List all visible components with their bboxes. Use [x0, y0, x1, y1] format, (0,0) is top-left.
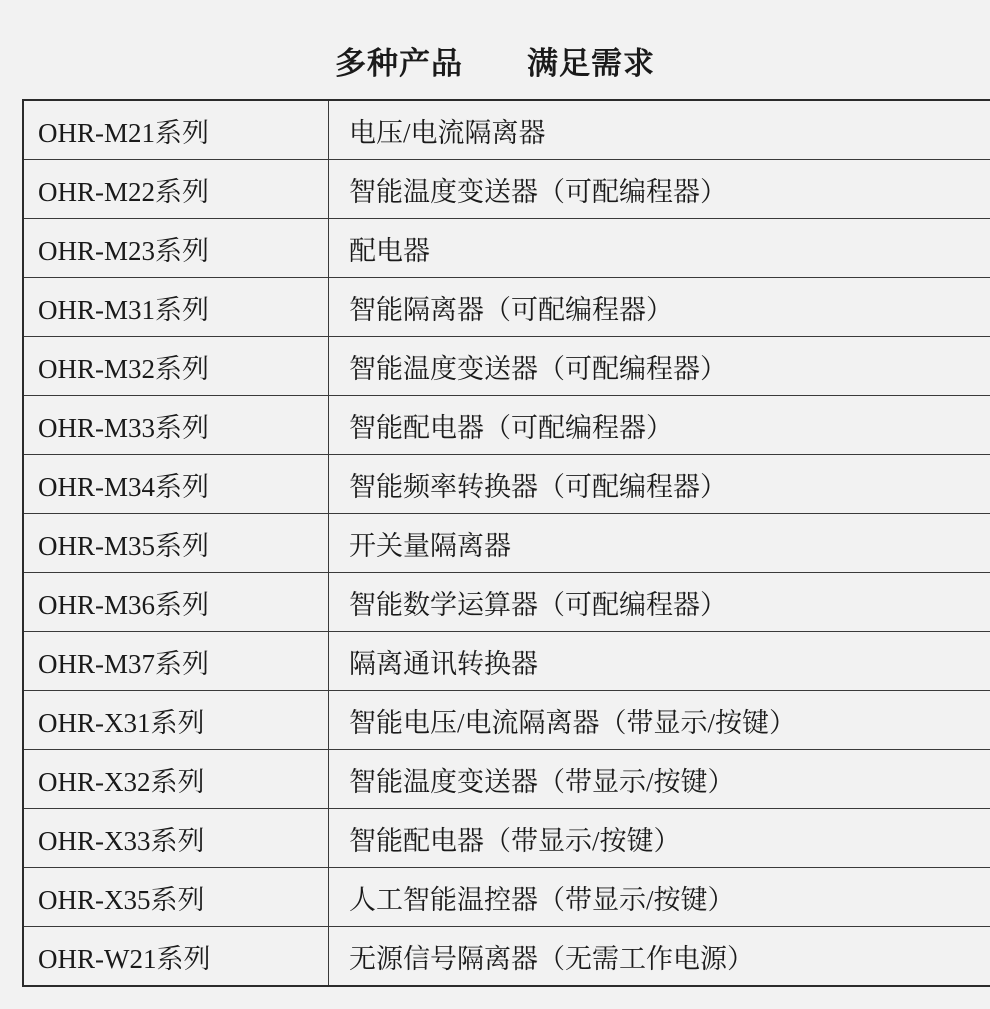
table-row: [23, 455, 990, 514]
product-model: OHR-M33系列: [23, 396, 329, 455]
table-row: [23, 573, 990, 632]
product-description: 智能温度变送器（可配编程器）: [329, 160, 990, 219]
product-description: 隔离通讯转换器: [329, 632, 990, 691]
product-model: OHR-M36系列: [23, 573, 329, 632]
product-model: OHR-M31系列: [23, 278, 329, 337]
product-model: OHR-M37系列: [23, 632, 329, 691]
product-description: 电压/电流隔离器: [329, 100, 990, 160]
product-model: OHR-X31系列: [23, 691, 329, 750]
product-description: 智能数学运算器（可配编程器）: [329, 573, 990, 632]
product-description: 智能电压/电流隔离器（带显示/按键）: [329, 691, 990, 750]
table-row: [23, 750, 990, 809]
table-row: [23, 160, 990, 219]
table-row: [23, 278, 990, 337]
product-description: 智能配电器（带显示/按键）: [329, 809, 990, 868]
product-model: OHR-X32系列: [23, 750, 329, 809]
table-row: [23, 691, 990, 750]
table-row: [23, 396, 990, 455]
table-row: [23, 809, 990, 868]
product-table: [22, 99, 990, 987]
table-row: [23, 100, 990, 160]
product-description: 智能配电器（可配编程器）: [329, 396, 990, 455]
product-model: OHR-M21系列: [23, 100, 329, 160]
product-description: 人工智能温控器（带显示/按键）: [329, 868, 990, 927]
product-model: OHR-M22系列: [23, 160, 329, 219]
table-row: [23, 219, 990, 278]
product-model: OHR-M23系列: [23, 219, 329, 278]
product-model: OHR-X35系列: [23, 868, 329, 927]
product-table-body: [23, 100, 990, 986]
page-title: 多种产品 满足需求: [335, 46, 655, 81]
product-description: 智能温度变送器（可配编程器）: [329, 337, 990, 396]
product-description: 智能频率转换器（可配编程器）: [329, 455, 990, 514]
table-row: [23, 514, 990, 573]
product-description: 无源信号隔离器（无需工作电源）: [329, 927, 990, 987]
product-description: 开关量隔离器: [329, 514, 990, 573]
product-model: OHR-M32系列: [23, 337, 329, 396]
product-description: 智能隔离器（可配编程器）: [329, 278, 990, 337]
product-description: 配电器: [329, 219, 990, 278]
product-model: OHR-W21系列: [23, 927, 329, 987]
product-model: OHR-X33系列: [23, 809, 329, 868]
product-model: OHR-M35系列: [23, 514, 329, 573]
product-description: 智能温度变送器（带显示/按键）: [329, 750, 990, 809]
table-row: [23, 337, 990, 396]
table-row: [23, 927, 990, 987]
table-row: [23, 868, 990, 927]
table-row: [23, 632, 990, 691]
product-model: OHR-M34系列: [23, 455, 329, 514]
